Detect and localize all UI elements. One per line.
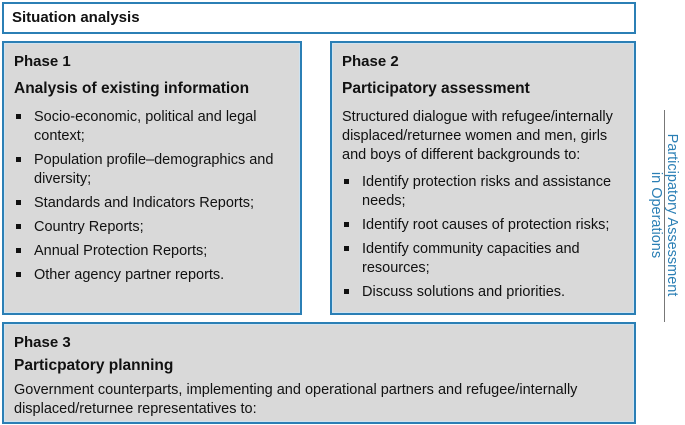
list-item: Population profile–demographics and diversity;	[14, 151, 290, 189]
phase-2-description: Structured dialogue with refugee/internally displaced/returnee women and men, girls and boys of different backgrounds to:	[342, 109, 613, 163]
phase-1-subtitle: Analysis of existing information	[14, 80, 250, 97]
phase-2-subtitle: Participatory assessment	[342, 80, 530, 97]
bullet-icon	[16, 248, 21, 253]
situation-analysis-header	[2, 2, 636, 34]
bullet-icon	[344, 289, 349, 294]
phase-1-title: Phase 1	[14, 53, 71, 70]
list-item: Identify protection risks and assistance needs;	[342, 173, 624, 211]
list-item: Discuss solutions and priorities.	[342, 283, 624, 302]
bullet-icon	[16, 200, 21, 205]
list-item: Annual Protection Reports;	[14, 242, 290, 261]
phase-1-box	[2, 41, 302, 315]
bullet-icon	[16, 114, 21, 119]
list-item: Identify community capacities and resources;	[342, 240, 624, 278]
list-item: Socio-economic, political and legal context;	[14, 108, 290, 146]
bullet-icon	[344, 246, 349, 251]
list-item: Country Reports;	[14, 218, 290, 237]
situation-analysis-title: Situation analysis	[12, 9, 140, 26]
bullet-icon	[344, 179, 349, 184]
phase-3-title: Phase 3	[14, 334, 71, 351]
phase-3-description: Government counterparts, implementing and operational partners and refugee/internally displaced/returnee representatives to:	[14, 382, 578, 417]
phase-3-box	[2, 322, 636, 424]
phase-3-subtitle: Particpatory planning	[14, 357, 174, 374]
side-label	[640, 110, 680, 320]
side-label-text	[640, 110, 680, 320]
side-label-line-1: Participatory Assessment	[664, 133, 680, 297]
list-item: Identify root causes of protection risks;	[342, 216, 624, 235]
phase-2-box	[330, 41, 636, 315]
bullet-icon	[16, 224, 21, 229]
phase-1-list	[14, 108, 290, 285]
bullet-icon	[16, 272, 21, 277]
list-item: Other agency partner reports.	[14, 266, 290, 285]
bullet-icon	[16, 157, 21, 162]
bullet-icon	[344, 222, 349, 227]
side-divider-line	[664, 110, 665, 322]
list-item: Standards and Indicators Reports;	[14, 194, 290, 213]
phase-2-list	[342, 173, 624, 302]
phase-2-title: Phase 2	[342, 53, 399, 70]
side-label-line-2: in Operations	[648, 171, 664, 259]
